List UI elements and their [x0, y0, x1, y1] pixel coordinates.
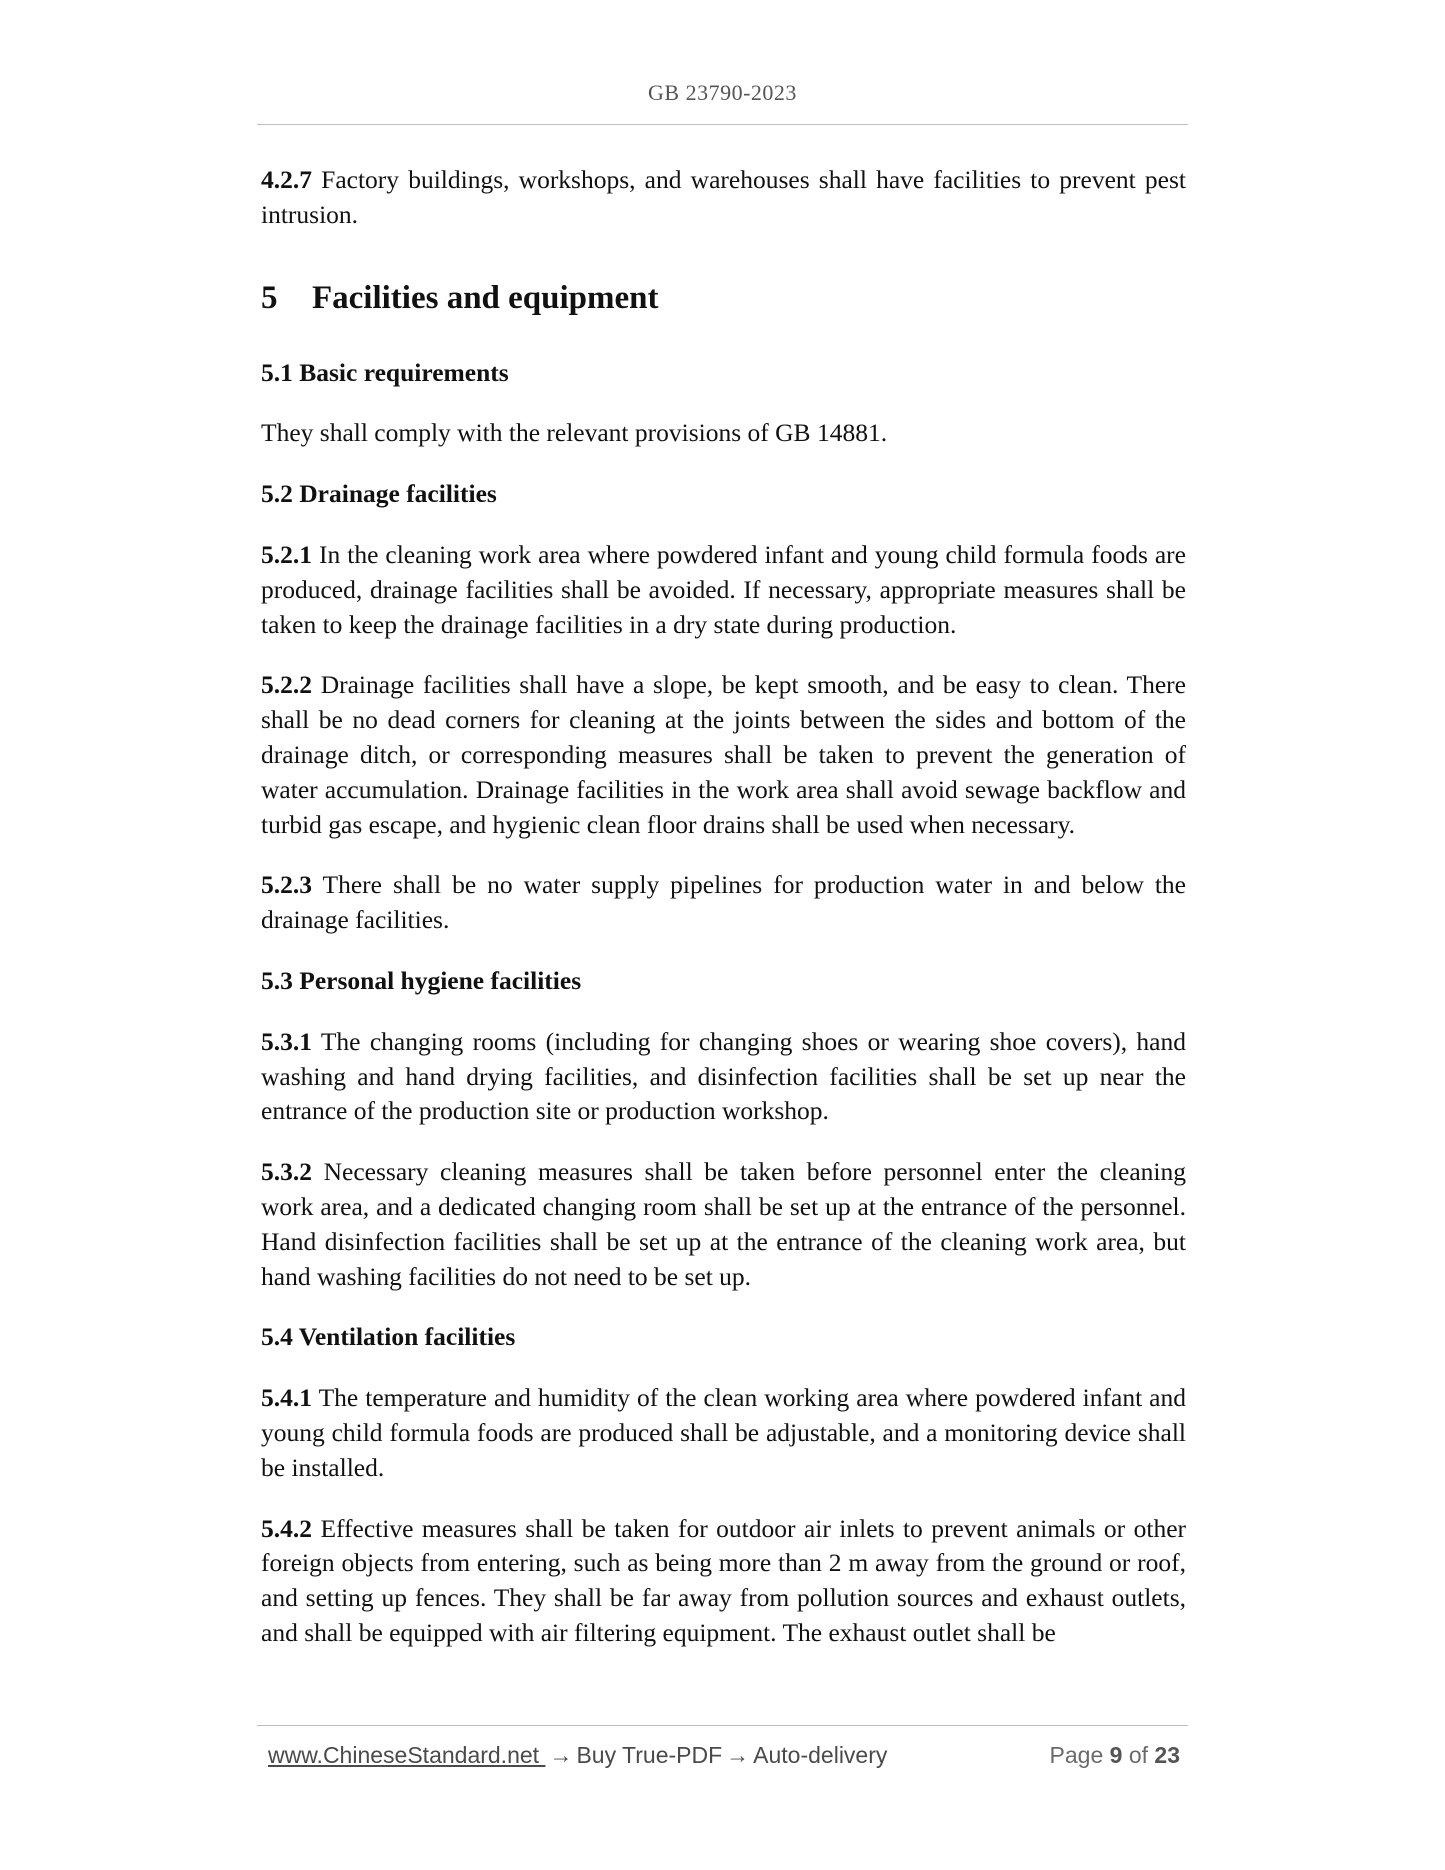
section-number: 5 [261, 279, 278, 316]
buy-pdf-text: Buy True-PDF [576, 1742, 723, 1768]
of-label: of [1128, 1742, 1149, 1768]
document-body [261, 163, 1186, 1677]
clause-number: 5.3.1 [261, 1026, 312, 1056]
subsection-5-2-heading: 5.2 Drainage facilities [261, 479, 497, 509]
page-indicator [1050, 1742, 1180, 1769]
current-page-number: 9 [1109, 1742, 1123, 1768]
clause-text: The changing rooms (including for changing shoes or wearing shoe covers), hand washing and hand drying facilities, and disinfection facilities shall be set up near the entrance of the production site or production workshop. [261, 1026, 1186, 1126]
clause-text: In the cleaning work area where powdered infant and young child formula foods are produced, drainage facilities shall be avoided. If necessary, appropriate measures shall be taken to keep the drainage facilities in a dry state during production. [261, 539, 1186, 639]
site-link[interactable]: www.ChineseStandard.net [268, 1742, 546, 1768]
clause-5-3-2 [261, 1155, 1186, 1294]
clause-text: Factory buildings, workshops, and warehouses shall have facilities to prevent pest intrusion. [261, 165, 1186, 229]
clause-text: Effective measures shall be taken for outdoor air inlets to prevent animals or other foreign objects from entering, such as being more than 2 m away from the ground or roof, and setting up fences. They shall be far away from pollution sources and exhaust outlets, and shall be equipped with air filtering equipment. The exhaust outlet shall be [261, 1513, 1186, 1647]
clause-number: 5.3.2 [261, 1157, 312, 1187]
clause-5-2-2 [261, 668, 1186, 842]
arrow-right-icon: → [726, 1742, 750, 1768]
clause-5-2-3 [261, 868, 1186, 938]
clause-number: 5.2.1 [261, 539, 312, 569]
clause-text: Drainage facilities shall have a slope, be kept smooth, and be easy to clean. There shall be no dead corners for cleaning at the joints between the sides and bottom of the drainage ditch, or corresponding measures shall be taken to prevent the generation of water accumulation. Drainage facilities in the work area shall avoid sewage backflow and turbid gas escape, and hygienic clean floor drains shall be used when necessary. [261, 670, 1186, 839]
clause-number: 5.2.3 [261, 870, 312, 900]
clause-number: 4.2.7 [261, 165, 312, 194]
subsection-5-1-heading: 5.1 Basic requirements [261, 357, 509, 387]
page-header-doc-code: GB 23790-2023 [648, 80, 797, 105]
footer-divider [257, 1725, 1188, 1726]
clause-4-2-7 [261, 163, 1186, 233]
clause-number: 5.4.1 [261, 1383, 312, 1413]
arrow-right-icon: → [549, 1742, 573, 1768]
clause-5-4-2 [261, 1512, 1186, 1651]
section-5-heading [261, 278, 1186, 318]
clause-5-3-1 [261, 1025, 1186, 1129]
clause-5-4-1 [261, 1381, 1186, 1485]
auto-delivery-text: Auto-delivery [753, 1742, 888, 1768]
clause-number: 5.2.2 [261, 670, 312, 700]
page-footer [268, 1742, 1180, 1769]
subsection-5-1-text: They shall comply with the relevant provisions of GB 14881. [261, 418, 888, 448]
clause-5-2-1 [261, 538, 1186, 642]
clause-number: 5.4.2 [261, 1513, 312, 1543]
header-divider [257, 124, 1188, 125]
clause-text: Necessary cleaning measures shall be taken before personnel enter the cleaning work area, and a dedicated changing room shall be set up at the entrance of the personnel. Hand disinfection facilities shall be set up at the entrance of the cleaning work area, but hand washing facilities do not need to be set up. [261, 1157, 1186, 1291]
subsection-5-4-heading: 5.4 Ventilation facilities [261, 1322, 516, 1352]
clause-text: The temperature and humidity of the clean working area where powdered infant and young child formula foods are produced shall be adjustable, and a monitoring device shall be installed. [261, 1383, 1186, 1482]
total-pages-number: 23 [1154, 1742, 1180, 1768]
subsection-5-3-heading: 5.3 Personal hygiene facilities [261, 965, 582, 995]
section-title: Facilities and equipment [312, 279, 659, 316]
page-label: Page [1049, 1742, 1104, 1768]
clause-text: There shall be no water supply pipelines for production water in and below the drainage facilities. [261, 870, 1186, 935]
